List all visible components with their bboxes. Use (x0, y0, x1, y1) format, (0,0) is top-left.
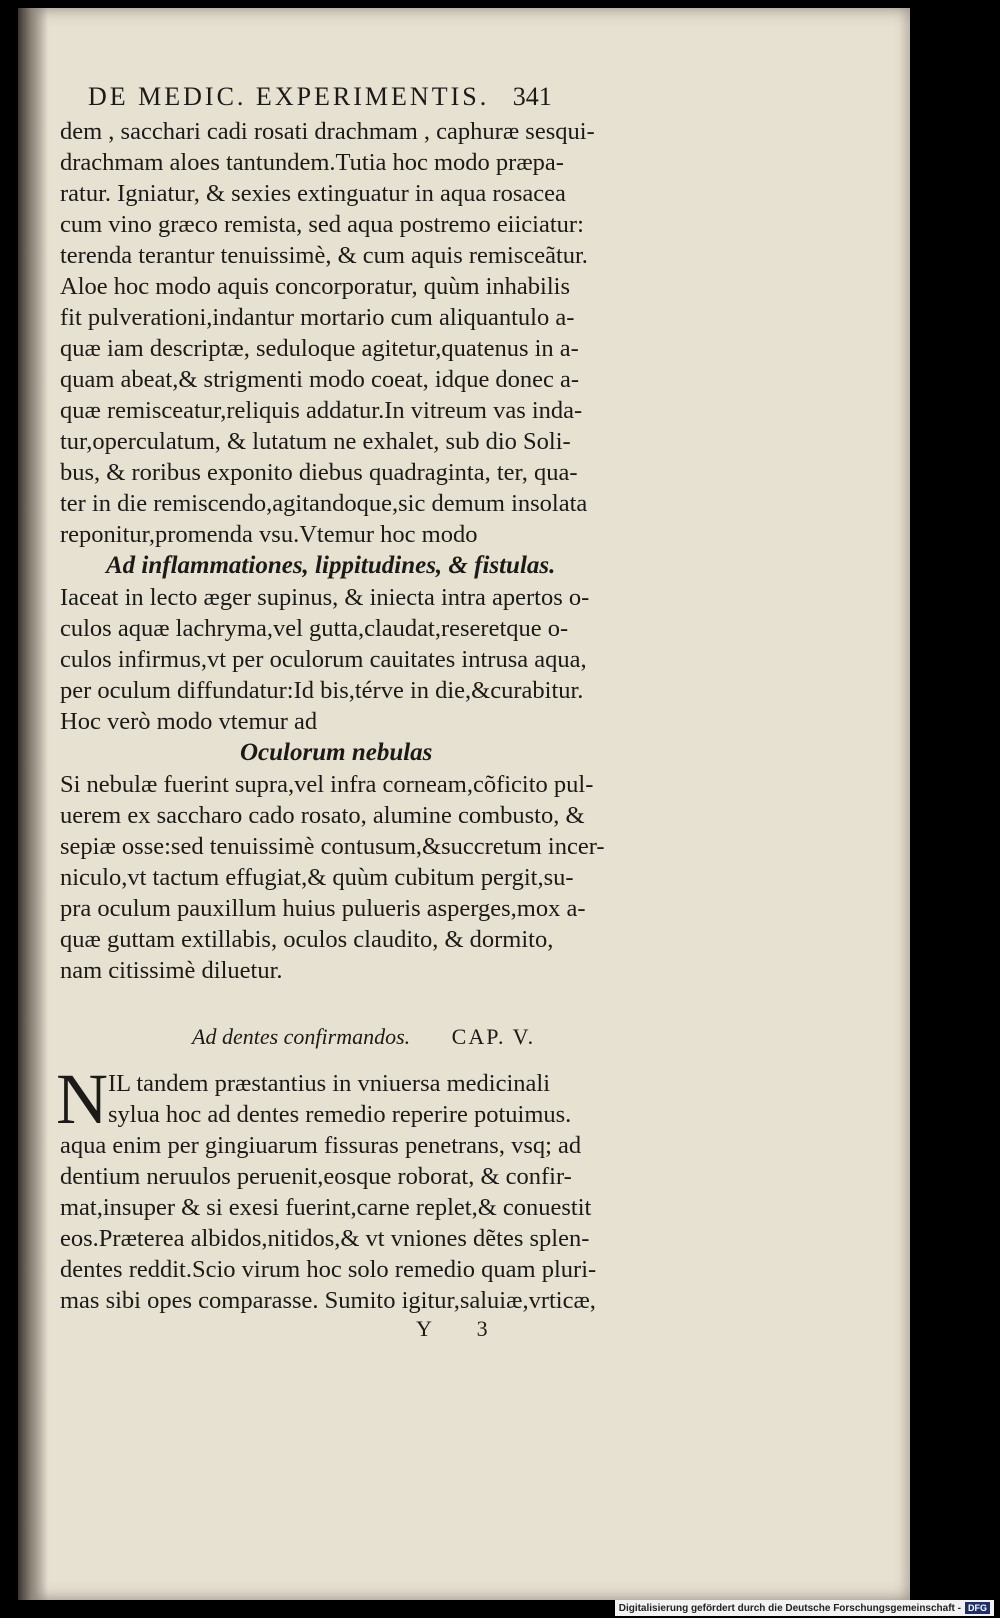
text-line: terenda terantur tenuissimè, & cum aquis remisceãtur. (60, 242, 588, 269)
text-line: uerem ex saccharo cado rosato, alumine combusto, & (60, 802, 585, 829)
text-line: pra oculum pauxillum huius pulueris asperges,mox a- (60, 895, 586, 922)
text-line: per oculum diffundatur:Id bis,térve in die,&curabitur. (60, 677, 584, 704)
chapter-title: Ad dentes confirmandos. (192, 1024, 411, 1049)
paragraph-block-3 (46, 769, 696, 986)
text-line: IL tandem præstantius in vniuersa medicinali (108, 1070, 551, 1097)
text-line: Si nebulæ fuerint supra,vel infra corneam,cõficito pul- (60, 771, 594, 798)
text-line: aqua enim per gingiuarum fissuras penetrans, vsq; ad (60, 1132, 582, 1159)
footer-text: Digitalisierung gefördert durch die Deutsche Forschungsgemeinschaft - (618, 1602, 961, 1614)
text-line: tur,operculatum, & lutatum ne exhalet, sub dio Soli- (60, 428, 571, 455)
text-line: niculo,vt tactum effugiat,& quùm cubitum pergit,su- (60, 864, 574, 891)
text-line: fit pulverationi,indantur mortario cum aliquantulo a- (60, 304, 575, 331)
text-line: quæ remisceatur,reliquis addatur.In vitreum vas inda- (60, 397, 583, 424)
paragraph-block-2 (46, 582, 696, 737)
text-line: eos.Præterea albidos,nitidos,& vt vniones dẽtes splen- (60, 1225, 590, 1252)
drop-capital: N (56, 1059, 108, 1139)
text-line: nam citissimè diluetur. (60, 957, 283, 984)
text-line: sylua hoc ad dentes remedio reperire potuimus. (108, 1101, 572, 1128)
text-line: Aloe hoc modo aquis concorporatur, quùm inhabilis (60, 273, 571, 300)
text-line: cum vino græco remista, sed aqua postremo eiiciatur: (60, 211, 584, 238)
text-line: drachmam aloes tantundem.Tutia hoc modo præpa- (60, 149, 564, 176)
text-line: dentes reddit.Scio virum hoc solo remedio quam pluri- (60, 1256, 597, 1283)
text-line: dem , sacchari cadi rosati drachmam , caphuræ sesqui- (60, 118, 595, 145)
text-line: quam abeat,& strigmenti modo coeat, idque donec a- (60, 366, 580, 393)
text-line: dentium neruulos peruenit,eosque roborat, & confir- (60, 1163, 572, 1190)
paragraph-block-4 (46, 1059, 696, 1316)
text-line: ter in die remiscendo,agitandoque,sic demum insolata (60, 490, 588, 517)
running-head-title: DE MEDIC. EXPERIMENTIS. (88, 82, 490, 111)
chapter-heading (192, 1024, 696, 1050)
paragraph-block-1 (46, 116, 696, 550)
text-line: culos infirmus,vt per oculorum cauitates intrusa aqua, (60, 646, 587, 673)
text-line: culos aquæ lachryma,vel gutta,claudat,reseretque o- (60, 615, 569, 642)
section-heading-inflammations: Ad inflammationes, lippitudines, & fistulas. (106, 552, 556, 579)
text-line: Iaceat in lecto æger supinus, & iniecta intra apertos o- (60, 584, 590, 611)
text-block (46, 82, 696, 1347)
text-line: mas sibi opes comparasse. Sumito igitur,saluiæ,vrticæ, (60, 1287, 596, 1314)
text-line: mat,insuper & si exesi fuerint,carne replet,& conuestit (60, 1194, 592, 1221)
digitization-footer (615, 1600, 994, 1616)
text-line: bus, & roribus exponito diebus quadraginta, ter, qua- (60, 459, 578, 486)
page-gutter-shadow (18, 8, 48, 1600)
signature-mark: Y 3 (416, 1316, 508, 1341)
text-line: quæ guttam extillabis, oculos claudito, & dormito, (60, 926, 554, 953)
chapter-number: CAP. V. (451, 1024, 536, 1049)
dfg-logo: DFG (965, 1602, 990, 1614)
running-head (88, 82, 696, 112)
book-page (18, 8, 910, 1600)
text-line: quæ iam descriptæ, seduloque agitetur,quatenus in a- (60, 335, 579, 362)
section-heading-nebulas: Oculorum nebulas (240, 739, 433, 766)
text-line: reponitur,promenda vsu.Vtemur hoc modo (60, 521, 478, 548)
text-line: Hoc verò modo vtemur ad (60, 708, 318, 735)
page-number: 341 (512, 82, 552, 111)
text-line: ratur. Igniatur, & sexies extinguatur in aqua rosacea (60, 180, 566, 207)
text-line: sepiæ osse:sed tenuissimè contusum,&succretum incer- (60, 833, 605, 860)
